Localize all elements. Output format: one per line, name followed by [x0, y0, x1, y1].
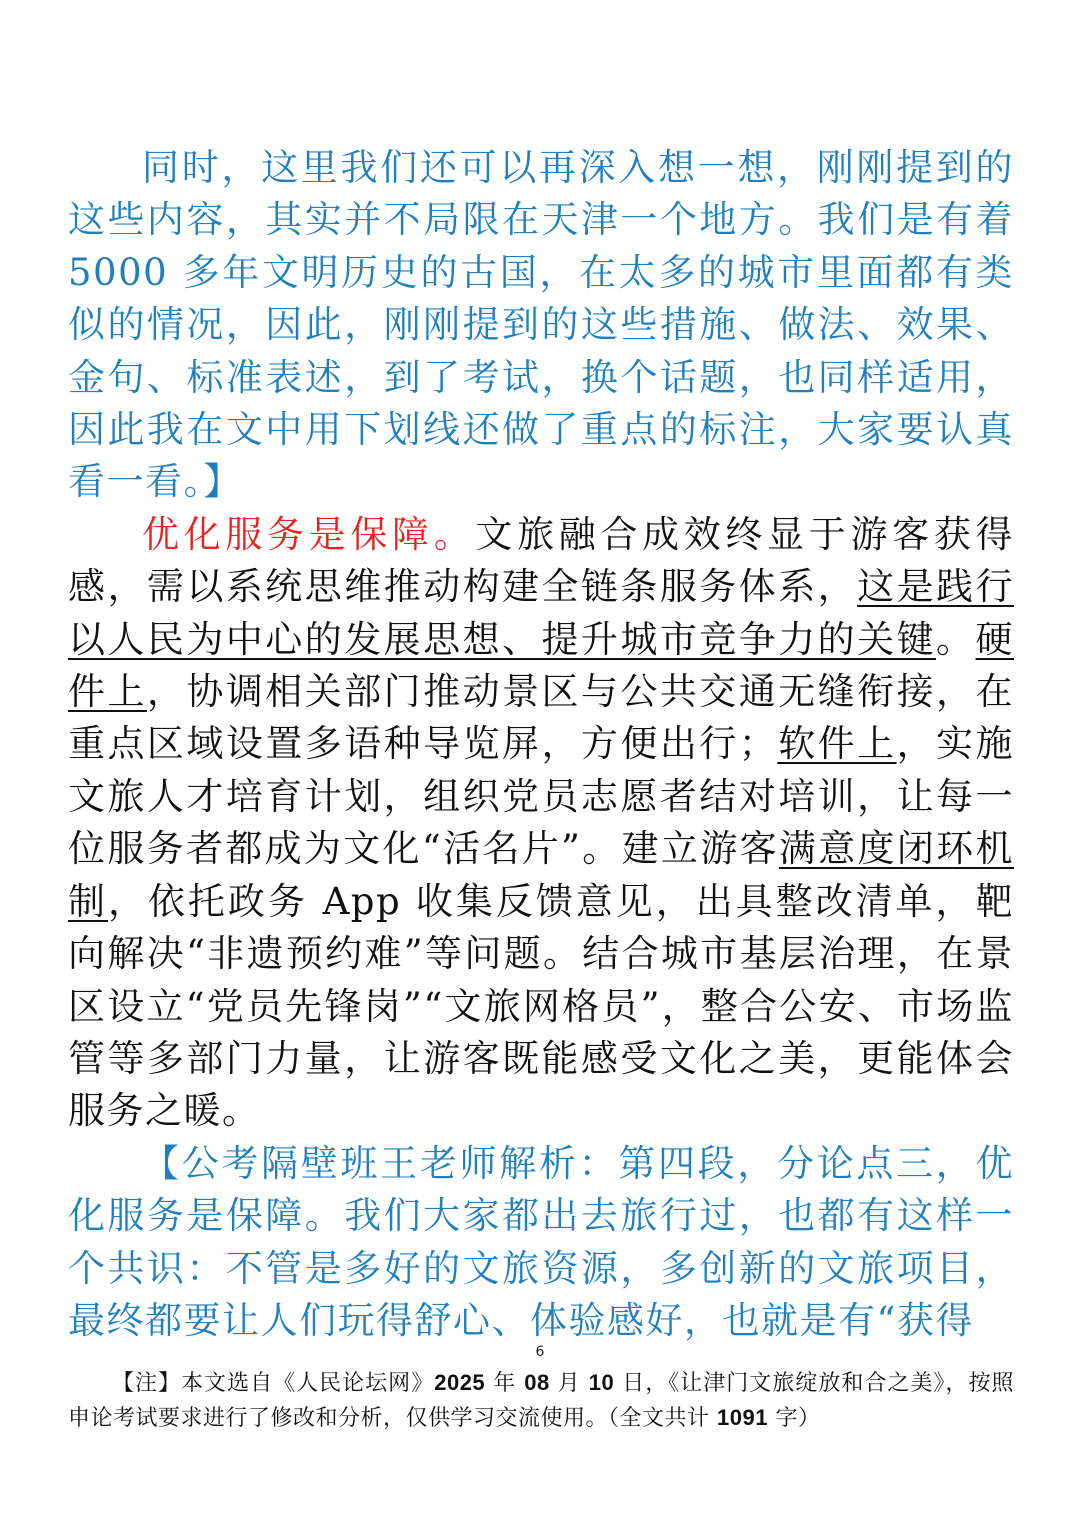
- body-text-span: ，依托政务 App 收集反馈意见，出具整改清单，靶向解决“非遗预约难”等问题。结合城市基层治理，在景区设立“党员先锋岗”“文旅网格员”，整合公安、市场监管等多部门力量，让游客既能感受文化之美，更能体会服务之暖。: [68, 879, 1014, 1133]
- body-text-span: ，协调相关部门推动景区与公共交通无缝衔接，在重点区域设置多语种导览屏，方便出行；: [68, 670, 1015, 766]
- footnote: [68, 1366, 1014, 1436]
- footnote-text: 日，《让津门文旅绽放和合之美》，按照申论考试要求进行了修改和分析，仅供学习交流使用。（全文共计: [68, 1371, 1014, 1431]
- analysis-paragraph-continued: [68, 142, 1014, 509]
- underlined-key-phrase: 软件上: [777, 722, 897, 766]
- footnote-day: 10: [588, 1370, 615, 1395]
- body-text-span: 。: [936, 617, 976, 661]
- underlined-key-phrase: 满意度闭环机制: [68, 827, 1015, 923]
- footnote-word-count: 1091: [717, 1405, 768, 1430]
- footnote-text: 【注】本文选自《人民论坛网》: [112, 1371, 435, 1396]
- footnote-text: 字）: [767, 1406, 821, 1431]
- body-text: [68, 142, 1014, 1347]
- footnote-month: 08: [524, 1370, 550, 1395]
- underlined-key-phrase: 硬件上: [68, 617, 1015, 714]
- page-number: 6: [535, 1344, 545, 1360]
- body-paragraph-service: [68, 509, 1014, 1138]
- analysis-text: 【公考隔壁班王老师解析：第四段，分论点三，优化服务是保障。我们大家都出去旅行过，也都有这样一个共识：不管是多好的文旅资源，多创新的文旅项目，最终都要让人们玩得舒心、体验感好，也就是有“获得: [68, 1141, 1014, 1342]
- underlined-key-phrase: 这是践行以人民为中心的发展思想、提升城市竞争力的关键: [68, 565, 1015, 661]
- footnote-year: 2025: [434, 1370, 486, 1395]
- analysis-text: 同时，这里我们还可以再深入想一想，刚刚提到的这些内容，其实并不局限在天津一个地方。我们是有着5000 多年文明历史的古国，在太多的城市里面都有类似的情况，因此，刚刚提到的这些措施、做法、效果、金句、标准表述，到了考试，换个话题，也同样适用，因此我在文中用下划线还做了重点的标注，大家要认真看一看。】: [68, 146, 1014, 504]
- body-text-span: ，实施文旅人才培育计划，组织党员志愿者结对培训，让每一位服务者都成为文化“活名片”。建立游客: [68, 722, 1015, 871]
- footnote-text: 月: [549, 1371, 589, 1396]
- analysis-paragraph: [68, 1138, 1014, 1348]
- section-heading: 优化服务是保障。: [142, 512, 476, 556]
- body-text-span: 文旅融合成效终显于游客获得感，需以系统思维推动构建全链条服务体系，: [68, 512, 1015, 609]
- footnote-text: 年: [485, 1371, 525, 1396]
